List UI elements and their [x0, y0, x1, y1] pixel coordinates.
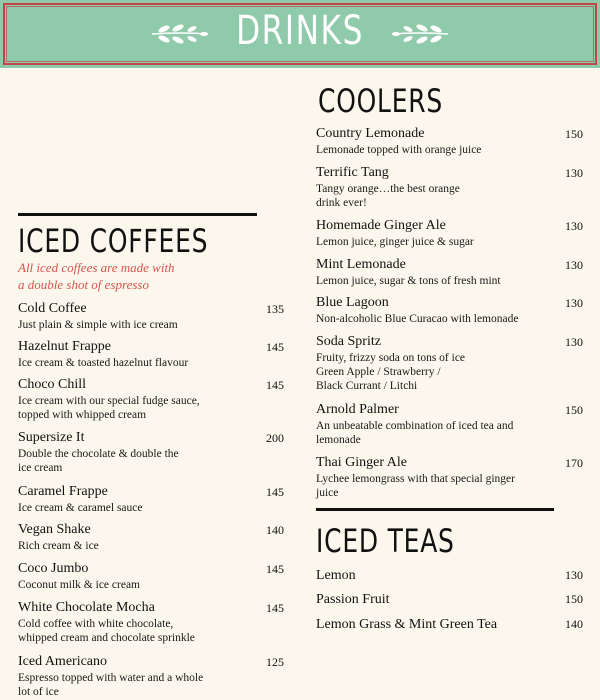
item-desc: juice — [316, 487, 339, 499]
section-title-iced-teas: ICED TEAS — [316, 522, 455, 560]
menu-item — [18, 599, 263, 645]
item-desc: An unbeatable combination of iced tea and — [316, 420, 514, 432]
item-price: 125 — [266, 655, 284, 669]
menu-item — [18, 300, 263, 332]
header-banner — [0, 0, 600, 68]
item-price: 135 — [266, 302, 284, 316]
item-price: 145 — [266, 378, 284, 392]
menu-item — [18, 376, 263, 422]
menu-item — [316, 294, 556, 326]
item-price: 150 — [565, 592, 583, 606]
item-price: 130 — [565, 258, 583, 272]
item-desc: lot of ice — [18, 686, 59, 698]
item-price: 130 — [565, 568, 583, 582]
item-desc: Fruity, frizzy soda on tons of ice — [316, 352, 466, 364]
item-name: Homemade Ginger Ale — [316, 218, 446, 233]
item-desc: Black Currant / Litchi — [316, 380, 418, 392]
item-name: Lemon Grass & Mint Green Tea — [316, 617, 498, 632]
page-title: DRINKS — [236, 8, 364, 54]
section-note — [18, 259, 175, 293]
section-title-coolers: COOLERS — [318, 82, 444, 120]
item-desc: Lemon juice, ginger juice & sugar — [316, 236, 474, 248]
item-name: Mint Lemonade — [316, 257, 406, 272]
item-desc: Just plain & simple with ice cream — [18, 319, 178, 331]
item-name: Cold Coffee — [18, 301, 87, 316]
item-price: 140 — [565, 617, 583, 631]
item-desc: Cold coffee with white chocolate, — [18, 618, 174, 630]
item-name: Blue Lagoon — [316, 295, 389, 310]
item-price: 130 — [565, 335, 583, 349]
item-desc: Double the chocolate & double the — [18, 448, 179, 460]
item-desc: drink ever! — [316, 197, 367, 209]
item-name: Choco Chill — [18, 377, 87, 392]
menu-item — [316, 591, 556, 609]
item-price: 130 — [565, 296, 583, 310]
item-name: Terrific Tang — [316, 165, 389, 180]
item-name: Country Lemonade — [316, 126, 425, 141]
item-desc: Ice cream & toasted hazelnut flavour — [18, 357, 189, 369]
section-rule — [316, 508, 554, 511]
menu-item — [316, 567, 556, 585]
item-price: 145 — [266, 340, 284, 354]
menu-item — [18, 483, 263, 515]
item-name: Vegan Shake — [18, 522, 91, 537]
item-price: 170 — [565, 456, 583, 470]
item-name: Iced Americano — [18, 654, 108, 669]
menu-item — [316, 401, 556, 447]
item-desc: Rich cream & ice — [18, 540, 99, 552]
menu-item — [316, 125, 556, 157]
menu-item — [316, 256, 556, 288]
menu-item — [316, 454, 556, 500]
item-desc: Green Apple / Strawberry / — [316, 366, 441, 378]
item-price: 140 — [266, 523, 284, 537]
menu-item — [18, 560, 263, 592]
item-desc: Coconut milk & ice cream — [18, 579, 140, 591]
item-name: Hazelnut Frappe — [18, 339, 111, 354]
item-name: Passion Fruit — [316, 592, 390, 607]
item-price: 150 — [565, 403, 583, 417]
item-price: 150 — [565, 127, 583, 141]
menu-item — [18, 521, 263, 553]
menu-item — [316, 164, 556, 210]
menu-item — [316, 616, 556, 634]
item-desc: Espresso topped with water and a whole — [18, 672, 204, 684]
item-name: Supersize It — [18, 430, 85, 445]
item-price: 145 — [266, 601, 284, 615]
item-name: Coco Jumbo — [18, 561, 89, 576]
item-price: 200 — [266, 431, 284, 445]
item-desc: Tangy orange…the best orange — [316, 183, 460, 195]
item-price: 145 — [266, 485, 284, 499]
menu-item — [18, 653, 263, 699]
section-rule — [18, 213, 257, 216]
item-desc: Ice cream & caramel sauce — [18, 502, 143, 514]
item-desc: lemonade — [316, 434, 361, 446]
item-name: Arnold Palmer — [316, 402, 399, 417]
item-desc: Non-alcoholic Blue Curacao with lemonade — [316, 313, 519, 325]
item-desc: Lemon juice, sugar & tons of fresh mint — [316, 275, 501, 287]
item-price: 130 — [565, 166, 583, 180]
item-desc: Ice cream with our special fudge sauce, — [18, 395, 200, 407]
item-desc: topped with whipped cream — [18, 409, 147, 421]
item-desc: ice cream — [18, 462, 63, 474]
item-price: 130 — [565, 219, 583, 233]
menu-item — [316, 217, 556, 249]
item-name: Soda Spritz — [316, 334, 381, 349]
note-line: a double shot of espresso — [18, 277, 149, 292]
section-title-iced-coffees: ICED COFFEES — [18, 222, 209, 260]
item-name: White Chocolate Mocha — [18, 600, 155, 615]
item-desc: whipped cream and chocolate sprinkle — [18, 632, 195, 644]
item-desc: Lychee lemongrass with that special ginger — [316, 473, 515, 485]
menu-item — [18, 429, 263, 475]
menu-item — [18, 338, 263, 370]
note-line: All iced coffees are made with — [18, 260, 175, 275]
item-name: Caramel Frappe — [18, 484, 108, 499]
item-desc: Lemonade topped with orange juice — [316, 144, 482, 156]
item-price: 145 — [266, 562, 284, 576]
menu-item — [316, 333, 556, 393]
leaf-sprig-icon — [390, 22, 450, 46]
item-name: Thai Ginger Ale — [316, 455, 407, 470]
item-name: Lemon — [316, 568, 356, 583]
